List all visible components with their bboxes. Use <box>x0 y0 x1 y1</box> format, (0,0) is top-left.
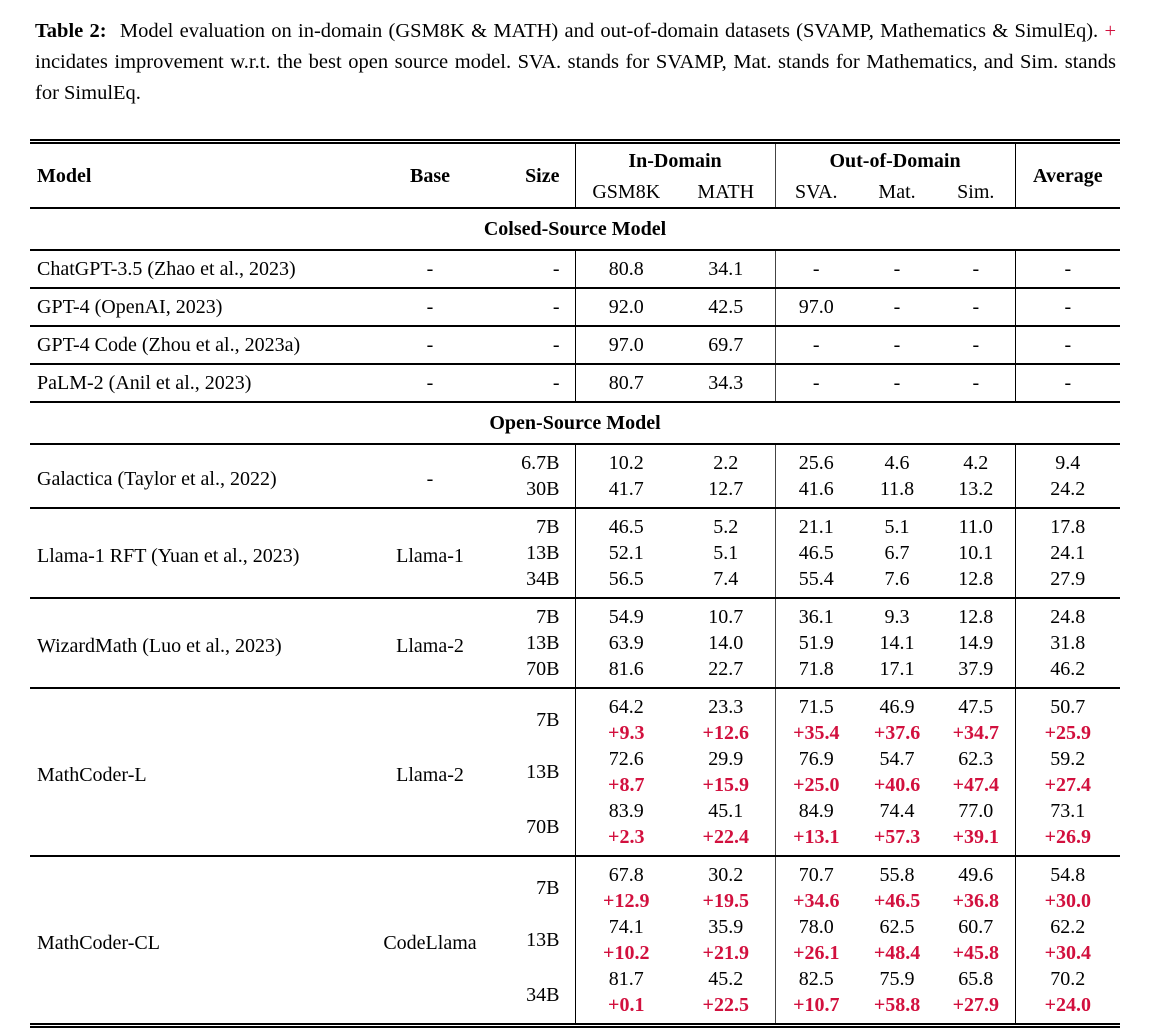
average-cell: 62.2 <box>1015 914 1120 940</box>
size-cell: 7B <box>480 688 575 746</box>
delta-cell: +8.7 <box>575 772 677 798</box>
score-cell: 92.0 <box>575 288 677 326</box>
score-cell: 21.1 <box>775 508 857 540</box>
score-cell: 60.7 <box>958 916 994 938</box>
size-cell: 34B <box>526 568 560 590</box>
score-cell: 49.6 <box>937 856 1015 888</box>
delta-cell: +36.8 <box>952 890 999 912</box>
score-cell: 54.9 <box>575 598 677 630</box>
average-cell: - <box>1015 250 1120 288</box>
delta-cell: +35.4 <box>775 720 857 746</box>
delta-cell: +37.6 <box>873 722 921 744</box>
delta-cell: +22.4 <box>702 826 749 848</box>
average-delta-cell: +24.0 <box>1015 992 1120 1026</box>
score-cell: 7.4 <box>713 568 739 590</box>
score-cell: 52.1 <box>575 540 677 566</box>
score-cell: 17.1 <box>879 658 915 680</box>
delta-cell: +25.0 <box>775 772 857 798</box>
size-cell: 7B <box>480 508 575 540</box>
caption-label: Table 2: <box>35 20 107 42</box>
size-cell: 34B <box>526 983 560 1006</box>
score-cell: 76.9 <box>775 746 857 772</box>
average-cell: 24.8 <box>1015 598 1120 630</box>
score-cell: 42.5 <box>677 288 775 326</box>
base-cell: - <box>380 444 480 508</box>
average-cell: 59.2 <box>1015 746 1120 772</box>
score-cell: 11.0 <box>937 508 1015 540</box>
score-cell: 71.8 <box>775 656 857 688</box>
model-cell: ChatGPT-3.5 (Zhao et al., 2023) <box>30 250 380 288</box>
score-cell: 81.6 <box>575 656 677 688</box>
delta-cell: +2.3 <box>575 824 677 856</box>
average-delta-cell: +27.4 <box>1015 772 1120 798</box>
model-cell: GPT-4 (OpenAI, 2023) <box>30 288 380 326</box>
average-cell: 24.2 <box>1015 476 1120 508</box>
delta-cell: +57.3 <box>873 826 921 848</box>
score-cell: 97.0 <box>775 288 857 326</box>
table-row <box>30 598 1120 630</box>
model-cell: PaLM-2 (Anil et al., 2023) <box>30 364 380 402</box>
score-cell: 65.8 <box>958 968 994 990</box>
score-cell: 11.8 <box>879 478 915 500</box>
size-cell: - <box>480 326 575 364</box>
score-cell: 45.2 <box>708 968 744 990</box>
score-cell: 7.6 <box>884 568 910 590</box>
col-header-size: Size <box>480 142 575 209</box>
score-cell: 30.2 <box>677 856 775 888</box>
col-header-base: Base <box>380 142 480 209</box>
delta-cell: +27.9 <box>952 994 999 1016</box>
average-cell: 27.9 <box>1015 566 1120 598</box>
delta-cell: +12.6 <box>702 722 749 744</box>
col-header-sva: SVA. <box>775 177 857 208</box>
score-cell: 35.9 <box>708 916 744 938</box>
col-header-mat: Mat. <box>857 177 937 208</box>
average-cell: 70.2 <box>1015 966 1120 992</box>
average-delta-cell: +30.0 <box>1015 888 1120 914</box>
score-cell: 77.0 <box>958 800 994 822</box>
size-cell: - <box>480 288 575 326</box>
score-cell: 23.3 <box>677 688 775 720</box>
score-cell: 10.2 <box>575 444 677 476</box>
score-cell: - <box>775 250 857 288</box>
score-cell: - <box>775 364 857 402</box>
delta-cell: +34.7 <box>952 722 999 744</box>
score-cell: - <box>937 326 1015 364</box>
table-row <box>30 326 1120 364</box>
average-delta-cell: +25.9 <box>1015 720 1120 746</box>
score-cell: - <box>857 250 937 288</box>
score-cell: - <box>937 364 1015 402</box>
delta-cell: +45.8 <box>952 942 999 964</box>
average-delta-cell: +30.4 <box>1015 940 1120 966</box>
score-cell: 41.7 <box>575 476 677 508</box>
score-cell: 2.2 <box>677 444 775 476</box>
table-row <box>30 856 1120 888</box>
score-cell: - <box>775 326 857 364</box>
score-cell: 4.6 <box>857 444 937 476</box>
model-cell: MathCoder-L <box>30 688 380 856</box>
base-cell: - <box>380 288 480 326</box>
score-cell: 13.2 <box>958 478 994 500</box>
score-cell: 22.7 <box>708 658 744 680</box>
score-cell: 71.5 <box>775 688 857 720</box>
score-cell: 81.7 <box>575 966 677 992</box>
delta-cell: +10.2 <box>575 940 677 966</box>
table-row <box>30 508 1120 540</box>
caption-plus-mark: + <box>1104 20 1117 42</box>
table-body <box>30 208 1120 1026</box>
average-delta-cell: +26.9 <box>1015 824 1120 856</box>
col-header-out-of-domain: Out-of-Domain <box>775 142 1015 178</box>
score-cell: 45.1 <box>708 800 744 822</box>
score-cell: 83.9 <box>575 798 677 824</box>
score-cell: 47.5 <box>937 688 1015 720</box>
model-cell: WizardMath (Luo et al., 2023) <box>30 598 380 688</box>
score-cell: 54.7 <box>879 748 915 770</box>
base-cell: - <box>380 326 480 364</box>
score-cell: 84.9 <box>775 798 857 824</box>
score-cell: 41.6 <box>775 476 857 508</box>
score-cell: 14.1 <box>879 632 915 654</box>
size-cell: 13B <box>526 542 560 564</box>
delta-cell: +48.4 <box>873 942 921 964</box>
average-cell: - <box>1015 364 1120 402</box>
size-cell: 70B <box>526 815 560 838</box>
score-cell: 25.6 <box>775 444 857 476</box>
score-cell: 29.9 <box>708 748 744 770</box>
col-header-math: MATH <box>677 177 775 208</box>
score-cell: 69.7 <box>677 326 775 364</box>
score-cell: 64.2 <box>575 688 677 720</box>
delta-cell: +10.7 <box>775 992 857 1026</box>
score-cell: 5.2 <box>677 508 775 540</box>
average-cell: 31.8 <box>1015 630 1120 656</box>
score-cell: 75.9 <box>879 968 915 990</box>
table-row <box>30 250 1120 288</box>
average-cell: 50.7 <box>1015 688 1120 720</box>
average-cell: - <box>1015 326 1120 364</box>
score-cell: 34.3 <box>677 364 775 402</box>
table-row <box>30 288 1120 326</box>
model-cell: MathCoder-CL <box>30 856 380 1026</box>
score-cell: 67.8 <box>575 856 677 888</box>
base-cell: - <box>380 250 480 288</box>
delta-cell: +47.4 <box>952 774 999 796</box>
score-cell: 5.1 <box>857 508 937 540</box>
col-header-sim: Sim. <box>937 177 1015 208</box>
score-cell: 14.0 <box>708 632 744 654</box>
score-cell: 34.1 <box>677 250 775 288</box>
delta-cell: +39.1 <box>952 826 999 848</box>
model-cell: Llama-1 RFT (Yuan et al., 2023) <box>30 508 380 598</box>
score-cell: 55.4 <box>775 566 857 598</box>
score-cell: - <box>857 326 937 364</box>
delta-cell: +40.6 <box>873 774 921 796</box>
average-cell: 24.1 <box>1015 540 1120 566</box>
score-cell: 70.7 <box>775 856 857 888</box>
delta-cell: +19.5 <box>702 890 749 912</box>
size-cell: 70B <box>526 658 560 680</box>
score-cell: 10.7 <box>677 598 775 630</box>
score-cell: - <box>857 364 937 402</box>
score-cell: 63.9 <box>575 630 677 656</box>
delta-cell: +21.9 <box>702 942 749 964</box>
delta-cell: +58.8 <box>873 994 921 1016</box>
base-cell: CodeLlama <box>380 856 480 1026</box>
score-cell: 10.1 <box>958 542 994 564</box>
score-cell: 62.5 <box>879 916 915 938</box>
size-cell: 13B <box>526 929 560 951</box>
score-cell: - <box>937 288 1015 326</box>
size-cell: 7B <box>480 856 575 914</box>
size-cell: 13B <box>526 632 560 654</box>
average-cell: 54.8 <box>1015 856 1120 888</box>
section-row <box>30 402 1120 444</box>
delta-cell: +0.1 <box>575 992 677 1026</box>
size-cell: - <box>480 250 575 288</box>
base-cell: Llama-2 <box>380 598 480 688</box>
table-row <box>30 688 1120 720</box>
size-cell: 7B <box>480 598 575 630</box>
size-cell: 30B <box>526 478 560 500</box>
delta-cell: +34.6 <box>775 888 857 914</box>
score-cell: 80.8 <box>575 250 677 288</box>
score-cell: 4.2 <box>937 444 1015 476</box>
delta-cell: +22.5 <box>702 994 749 1016</box>
score-cell: 5.1 <box>713 542 739 564</box>
col-header-in-domain: In-Domain <box>575 142 775 178</box>
score-cell: 80.7 <box>575 364 677 402</box>
table-caption <box>35 16 1116 109</box>
score-cell: 14.9 <box>958 632 994 654</box>
score-cell: 97.0 <box>575 326 677 364</box>
score-cell: 12.8 <box>937 598 1015 630</box>
score-cell: 46.9 <box>857 688 937 720</box>
size-cell: - <box>480 364 575 402</box>
score-cell: 82.5 <box>775 966 857 992</box>
score-cell: 74.4 <box>879 800 915 822</box>
table-row <box>30 364 1120 402</box>
score-cell: 46.5 <box>775 540 857 566</box>
col-header-gsm8k: GSM8K <box>575 177 677 208</box>
score-cell: - <box>857 288 937 326</box>
average-cell: 73.1 <box>1015 798 1120 824</box>
score-cell: 36.1 <box>775 598 857 630</box>
caption-text-after-plus: incidates improvement w.r.t. the best open source model. SVA. stands for SVAMP, Mat. stands for Mathematics, and Sim. stands for SimulEq. <box>35 51 1116 104</box>
score-cell: 12.8 <box>958 568 994 590</box>
score-cell: 51.9 <box>775 630 857 656</box>
section-title: Colsed-Source Model <box>30 208 1120 250</box>
delta-cell: +26.1 <box>775 940 857 966</box>
delta-cell: +13.1 <box>775 824 857 856</box>
model-cell: Galactica (Taylor et al., 2022) <box>30 444 380 508</box>
delta-cell: +12.9 <box>575 888 677 914</box>
score-cell: 55.8 <box>857 856 937 888</box>
model-evaluation-table <box>30 139 1120 1028</box>
score-cell: - <box>937 250 1015 288</box>
base-cell: - <box>380 364 480 402</box>
base-cell: Llama-1 <box>380 508 480 598</box>
score-cell: 74.1 <box>575 914 677 940</box>
score-cell: 37.9 <box>958 658 994 680</box>
base-cell: Llama-2 <box>380 688 480 856</box>
delta-cell: +46.5 <box>873 890 921 912</box>
delta-cell: +15.9 <box>702 774 749 796</box>
caption-text-before-plus: Model evaluation on in-domain (GSM8K & MATH) and out-of-domain datasets (SVAMP, Mathematics & SimulEq). <box>119 20 1099 42</box>
section-row <box>30 208 1120 250</box>
section-title: Open-Source Model <box>30 402 1120 444</box>
score-cell: 62.3 <box>958 748 994 770</box>
score-cell: 46.5 <box>575 508 677 540</box>
score-cell: 78.0 <box>775 914 857 940</box>
delta-cell: +9.3 <box>575 720 677 746</box>
model-cell: GPT-4 Code (Zhou et al., 2023a) <box>30 326 380 364</box>
score-cell: 12.7 <box>708 478 744 500</box>
average-cell: - <box>1015 288 1120 326</box>
table-row <box>30 444 1120 476</box>
score-cell: 9.3 <box>857 598 937 630</box>
score-cell: 56.5 <box>575 566 677 598</box>
size-cell: 13B <box>526 761 560 783</box>
col-header-model: Model <box>30 142 380 209</box>
average-cell: 46.2 <box>1015 656 1120 688</box>
average-cell: 9.4 <box>1015 444 1120 476</box>
score-cell: 6.7 <box>884 542 910 564</box>
col-header-average: Average <box>1015 142 1120 209</box>
table-header <box>30 142 1120 209</box>
average-cell: 17.8 <box>1015 508 1120 540</box>
size-cell: 6.7B <box>480 444 575 476</box>
score-cell: 72.6 <box>575 746 677 772</box>
